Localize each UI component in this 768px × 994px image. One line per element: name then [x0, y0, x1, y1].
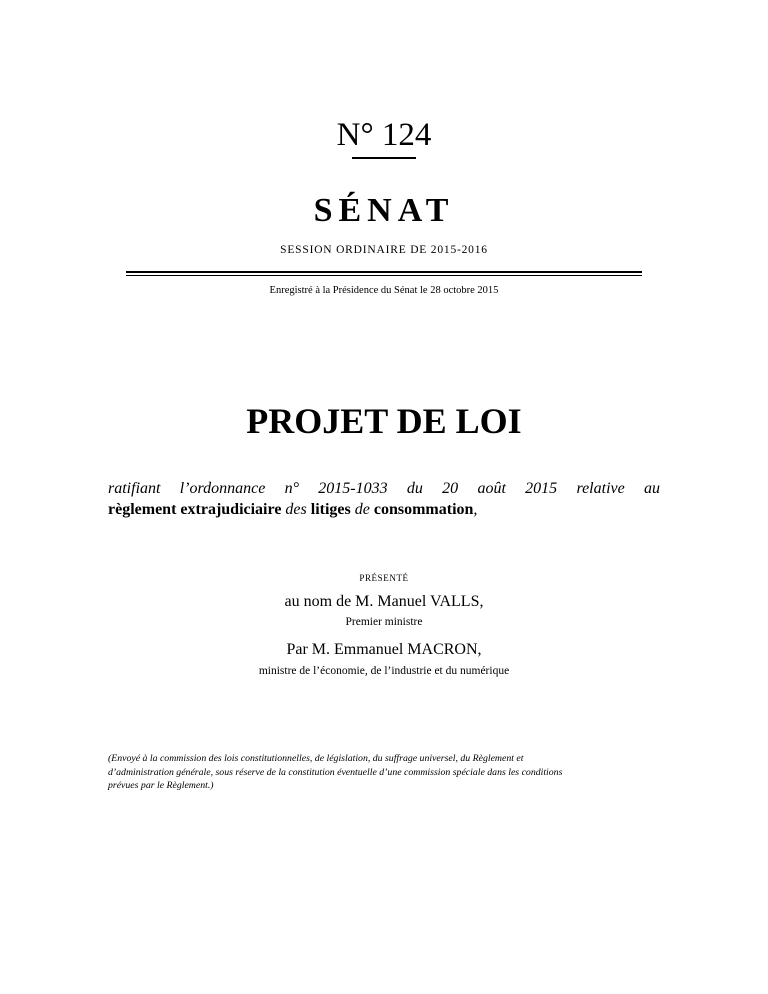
bill-object-term-reglement: règlement extrajudiciaire [108, 501, 282, 518]
bill-object-comma: , [473, 501, 478, 518]
referral-note-line-3: prévues par le Règlement.) [108, 780, 214, 791]
chamber-title: SÉNAT [313, 192, 455, 229]
bill-object-term-consommation: consommation [373, 501, 474, 518]
session-line: SESSION ORDINAIRE DE 2015-2016 [280, 244, 488, 256]
registration-line: Enregistré à la Présidence du Sénat le 28 octobre 2015 [269, 285, 499, 296]
bill-number: N° 124 [336, 117, 432, 153]
prime-minister-title: Premier ministre [345, 616, 423, 628]
bill-object-line-1: ratifiant l’ordonnance n° 2015-1033 du 20 août 2015 relative au [108, 480, 660, 497]
referral-note-line-2: d’administration générale, sous réserve de la constitution éventuelle d’une commission spéciale dans les conditions [108, 766, 563, 778]
bill-object-line-2 [108, 499, 660, 520]
number-underline [352, 157, 416, 159]
document-type-title: PROJET DE LOI [246, 401, 522, 441]
referral-note [108, 752, 668, 793]
bill-object-term-litiges: litiges [310, 501, 351, 518]
presented-label: PRÉSENTÉ [359, 573, 409, 583]
header-divider [126, 271, 642, 276]
bill-object-connector-de: de [350, 501, 374, 518]
referral-note-line-1: (Envoyé à la commission des lois constitutionnelles, de législation, du suffrage universel, du Règlement et [108, 753, 524, 764]
prime-minister-name: au nom de M. Manuel VALLS, [284, 593, 484, 610]
minister-title: ministre de l’économie, de l’industrie et du numérique [258, 665, 510, 677]
bill-object-connector-des: des [281, 501, 311, 518]
bill-object [108, 478, 660, 520]
minister-name: Par M. Emmanuel MACRON, [286, 641, 482, 658]
